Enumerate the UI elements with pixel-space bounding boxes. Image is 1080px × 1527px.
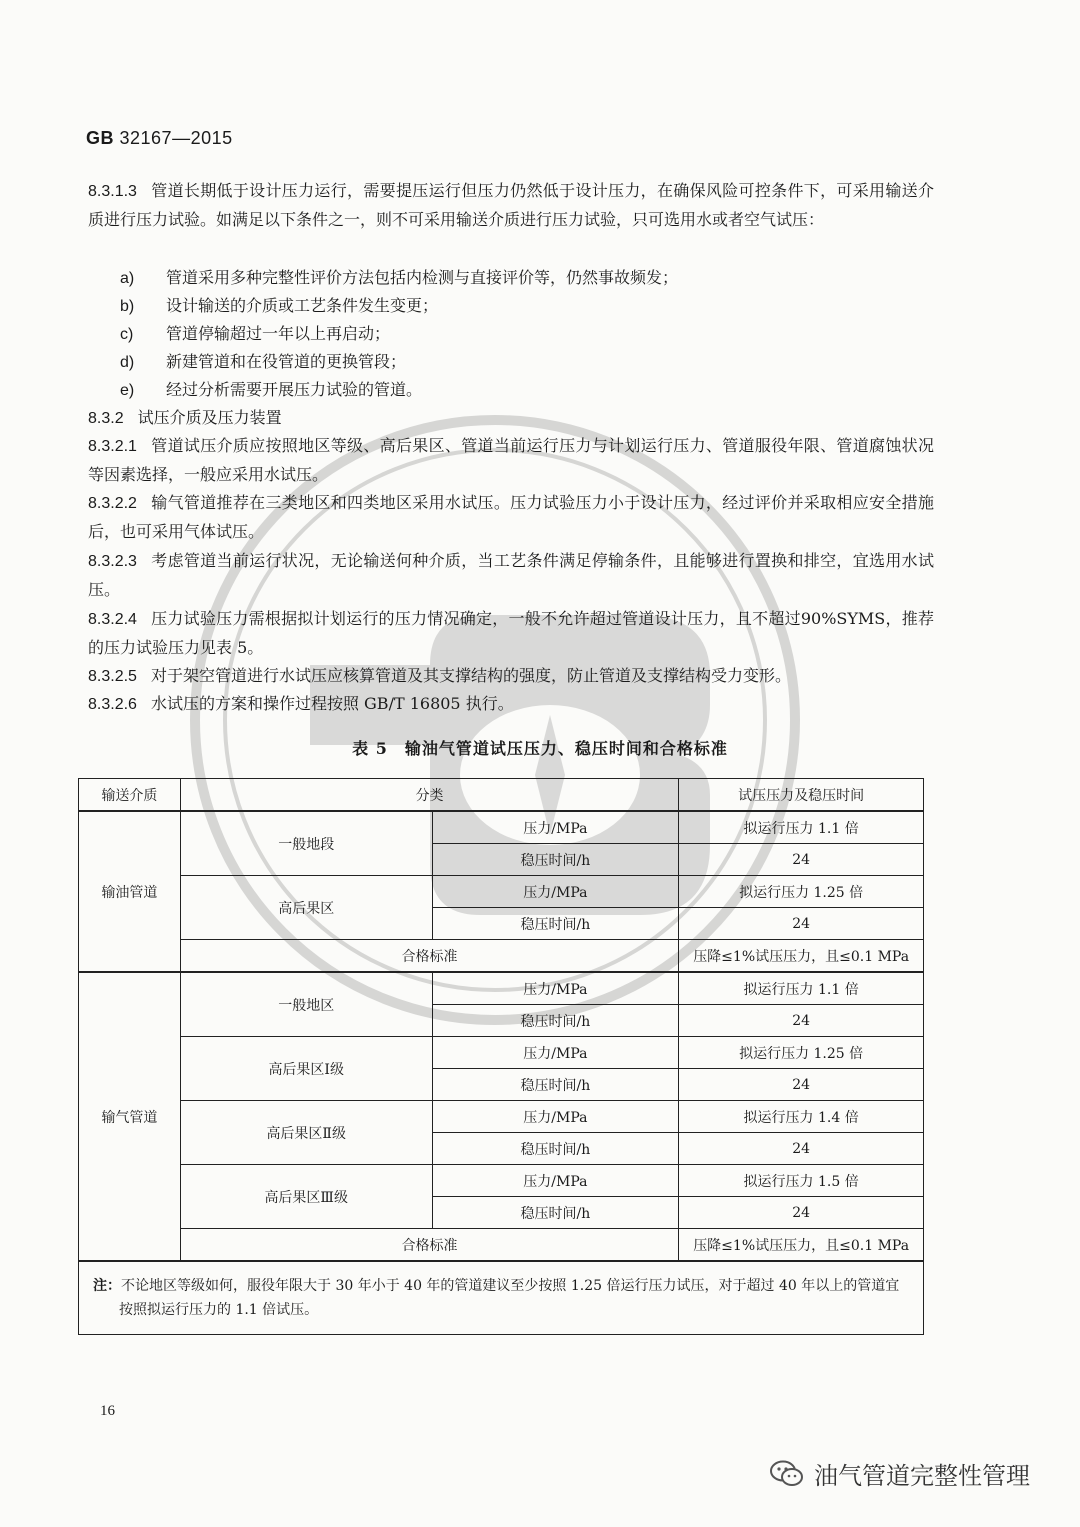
- list-item-a: [120, 264, 678, 293]
- table-note-row: [79, 1261, 924, 1335]
- standard-prefix: GB: [86, 128, 114, 148]
- note-text: 不论地区等级如何，服役年限大于 30 年小于 40 年的管道建议至少按照 1.25 倍运行压力试压，对于超过 40 年以上的管道宜按照拟运行压力的 1.1 倍试压。: [119, 1278, 900, 1318]
- clause-number: 8.3.2.1: [88, 438, 137, 455]
- list-item-c: [120, 320, 390, 349]
- header-medium: 输送介质: [79, 779, 181, 812]
- area-cell: 高后果区Ⅰ级: [180, 1037, 432, 1101]
- clause-number: 8.3.2.4: [88, 611, 137, 628]
- param-label: 稳压时间/h: [432, 1197, 679, 1229]
- param-value: 24: [679, 1133, 924, 1165]
- note-label: 注：: [93, 1278, 121, 1294]
- clause-number: 8.3.2.6: [88, 696, 137, 713]
- criteria-value: 压降≤1%试压压力，且≤0.1 MPa: [679, 940, 924, 973]
- section-title: 试压介质及压力装置: [137, 408, 282, 427]
- param-label: 压力/MPa: [432, 1101, 679, 1133]
- list-item-b: [120, 292, 438, 321]
- wechat-icon: [770, 1460, 804, 1488]
- param-value: 24: [679, 1005, 924, 1037]
- param-value: 24: [679, 844, 924, 876]
- param-label: 压力/MPa: [432, 972, 679, 1005]
- area-cell: 高后果区Ⅲ级: [180, 1165, 432, 1229]
- criteria-label: 合格标准: [180, 940, 678, 973]
- area-cell: 一般地段: [180, 811, 432, 876]
- item-label: c): [120, 326, 134, 343]
- item-text: 设计输送的介质或工艺条件发生变更；: [166, 296, 439, 315]
- table-row: [79, 1229, 924, 1262]
- pressure-test-table: [78, 778, 924, 1335]
- clause-text: 对于架空管道进行水试压应核算管道及其支撑结构的强度，防止管道及支撑结构受力变形。: [150, 666, 791, 685]
- clause-8-3-2-3: [88, 547, 934, 604]
- param-value: 拟运行压力 1.1 倍: [679, 811, 924, 844]
- param-value: 24: [679, 1069, 924, 1101]
- medium-gas: 输气管道: [79, 972, 181, 1261]
- table-row: [79, 876, 924, 908]
- param-value: 拟运行压力 1.25 倍: [679, 876, 924, 908]
- standard-code: [86, 128, 233, 149]
- param-label: 压力/MPa: [432, 1037, 679, 1069]
- item-text: 新建管道和在役管道的更换管段；: [166, 352, 407, 371]
- param-value: 24: [679, 1197, 924, 1229]
- param-value: 拟运行压力 1.4 倍: [679, 1101, 924, 1133]
- medium-oil: 输油管道: [79, 811, 181, 972]
- clause-text: 考虑管道当前运行状况，无论输送何种介质，当工艺条件满足停输条件，且能够进行置换和排空，宜选用水试压。: [88, 551, 934, 599]
- table-note: [79, 1261, 924, 1335]
- page-number: 16: [100, 1403, 115, 1419]
- clause-number: 8.3.2.5: [88, 668, 137, 685]
- param-label: 压力/MPa: [432, 811, 679, 844]
- section-heading: [88, 404, 282, 433]
- table-row: [79, 972, 924, 1005]
- param-label: 稳压时间/h: [432, 1133, 679, 1165]
- param-label: 稳压时间/h: [432, 1005, 679, 1037]
- item-label: e): [120, 382, 135, 399]
- param-label: 压力/MPa: [432, 1165, 679, 1197]
- clause-8-3-2-1: [88, 432, 934, 489]
- area-cell: 高后果区Ⅱ级: [180, 1101, 432, 1165]
- clause-number: 8.3.1.3: [88, 183, 137, 200]
- table-row: [79, 940, 924, 973]
- table-title: 表 5 输油气管道试压压力、稳压时间和合格标准: [352, 739, 728, 758]
- item-label: d): [120, 354, 135, 371]
- table-row: [79, 811, 924, 844]
- clause-8-3-1-3: [88, 177, 934, 234]
- param-label: 稳压时间/h: [432, 844, 679, 876]
- param-value: 24: [679, 908, 924, 940]
- header-category: 分类: [180, 779, 678, 812]
- clause-number: 8.3.2.3: [88, 553, 137, 570]
- clause-number: 8.3.2.2: [88, 495, 137, 512]
- item-label: b): [120, 298, 135, 315]
- param-label: 稳压时间/h: [432, 1069, 679, 1101]
- param-label: 稳压时间/h: [432, 908, 679, 940]
- item-text: 管道采用多种完整性评价方法包括内检测与直接评价等，仍然事故频发；: [166, 268, 679, 287]
- account-name: 油气管道完整性管理: [814, 1462, 1030, 1490]
- param-label: 压力/MPa: [432, 876, 679, 908]
- wechat-account-badge: [770, 1456, 1030, 1491]
- item-text: 管道停输超过一年以上再启动；: [166, 324, 391, 343]
- clause-text: 水试压的方案和操作过程按照 GB/T 16805 执行。: [150, 694, 514, 713]
- criteria-value: 压降≤1%试压压力，且≤0.1 MPa: [679, 1229, 924, 1262]
- clause-text: 管道试压介质应按照地区等级、高后果区、管道当前运行压力与计划运行压力、管道服役年限、管道腐蚀状况等因素选择，一般应采用水试压。: [88, 436, 934, 484]
- clause-text: 管道长期低于设计压力运行，需要提压运行但压力仍然低于设计压力，在确保风险可控条件下，可采用输送介质进行压力试验。如满足以下条件之一，则不可采用输送介质进行压力试验，只可选用水或者空气试压：: [88, 181, 934, 229]
- area-cell: 一般地区: [180, 972, 432, 1037]
- list-item-e: [120, 376, 422, 405]
- standard-number: 32167—2015: [119, 128, 233, 148]
- area-cell: 高后果区: [180, 876, 432, 940]
- header-value: 试压压力及稳压时间: [679, 779, 924, 812]
- criteria-label: 合格标准: [180, 1229, 678, 1262]
- table-row: [79, 1165, 924, 1197]
- table-header-row: [79, 779, 924, 812]
- clause-8-3-2-4: [88, 605, 934, 662]
- param-value: 拟运行压力 1.25 倍: [679, 1037, 924, 1069]
- param-value: 拟运行压力 1.1 倍: [679, 972, 924, 1005]
- param-value: 拟运行压力 1.5 倍: [679, 1165, 924, 1197]
- table-row: [79, 1037, 924, 1069]
- list-item-d: [120, 348, 406, 377]
- table-row: [79, 1101, 924, 1133]
- clause-text: 输气管道推荐在三类地区和四类地区采用水试压。压力试验压力小于设计压力，经过评价并采取相应安全措施后，也可采用气体试压。: [88, 493, 934, 541]
- section-number: 8.3.2: [88, 410, 124, 427]
- clause-8-3-2-6: [88, 690, 934, 719]
- clause-8-3-2-2: [88, 489, 934, 546]
- item-label: a): [120, 270, 135, 287]
- clause-8-3-2-5: [88, 662, 934, 691]
- item-text: 经过分析需要开展压力试验的管道。: [166, 380, 423, 399]
- clause-text: 压力试验压力需根据拟计划运行的压力情况确定，一般不允许超过管道设计压力，且不超过90%SYMS，推荐的压力试验压力见表 5。: [88, 609, 934, 657]
